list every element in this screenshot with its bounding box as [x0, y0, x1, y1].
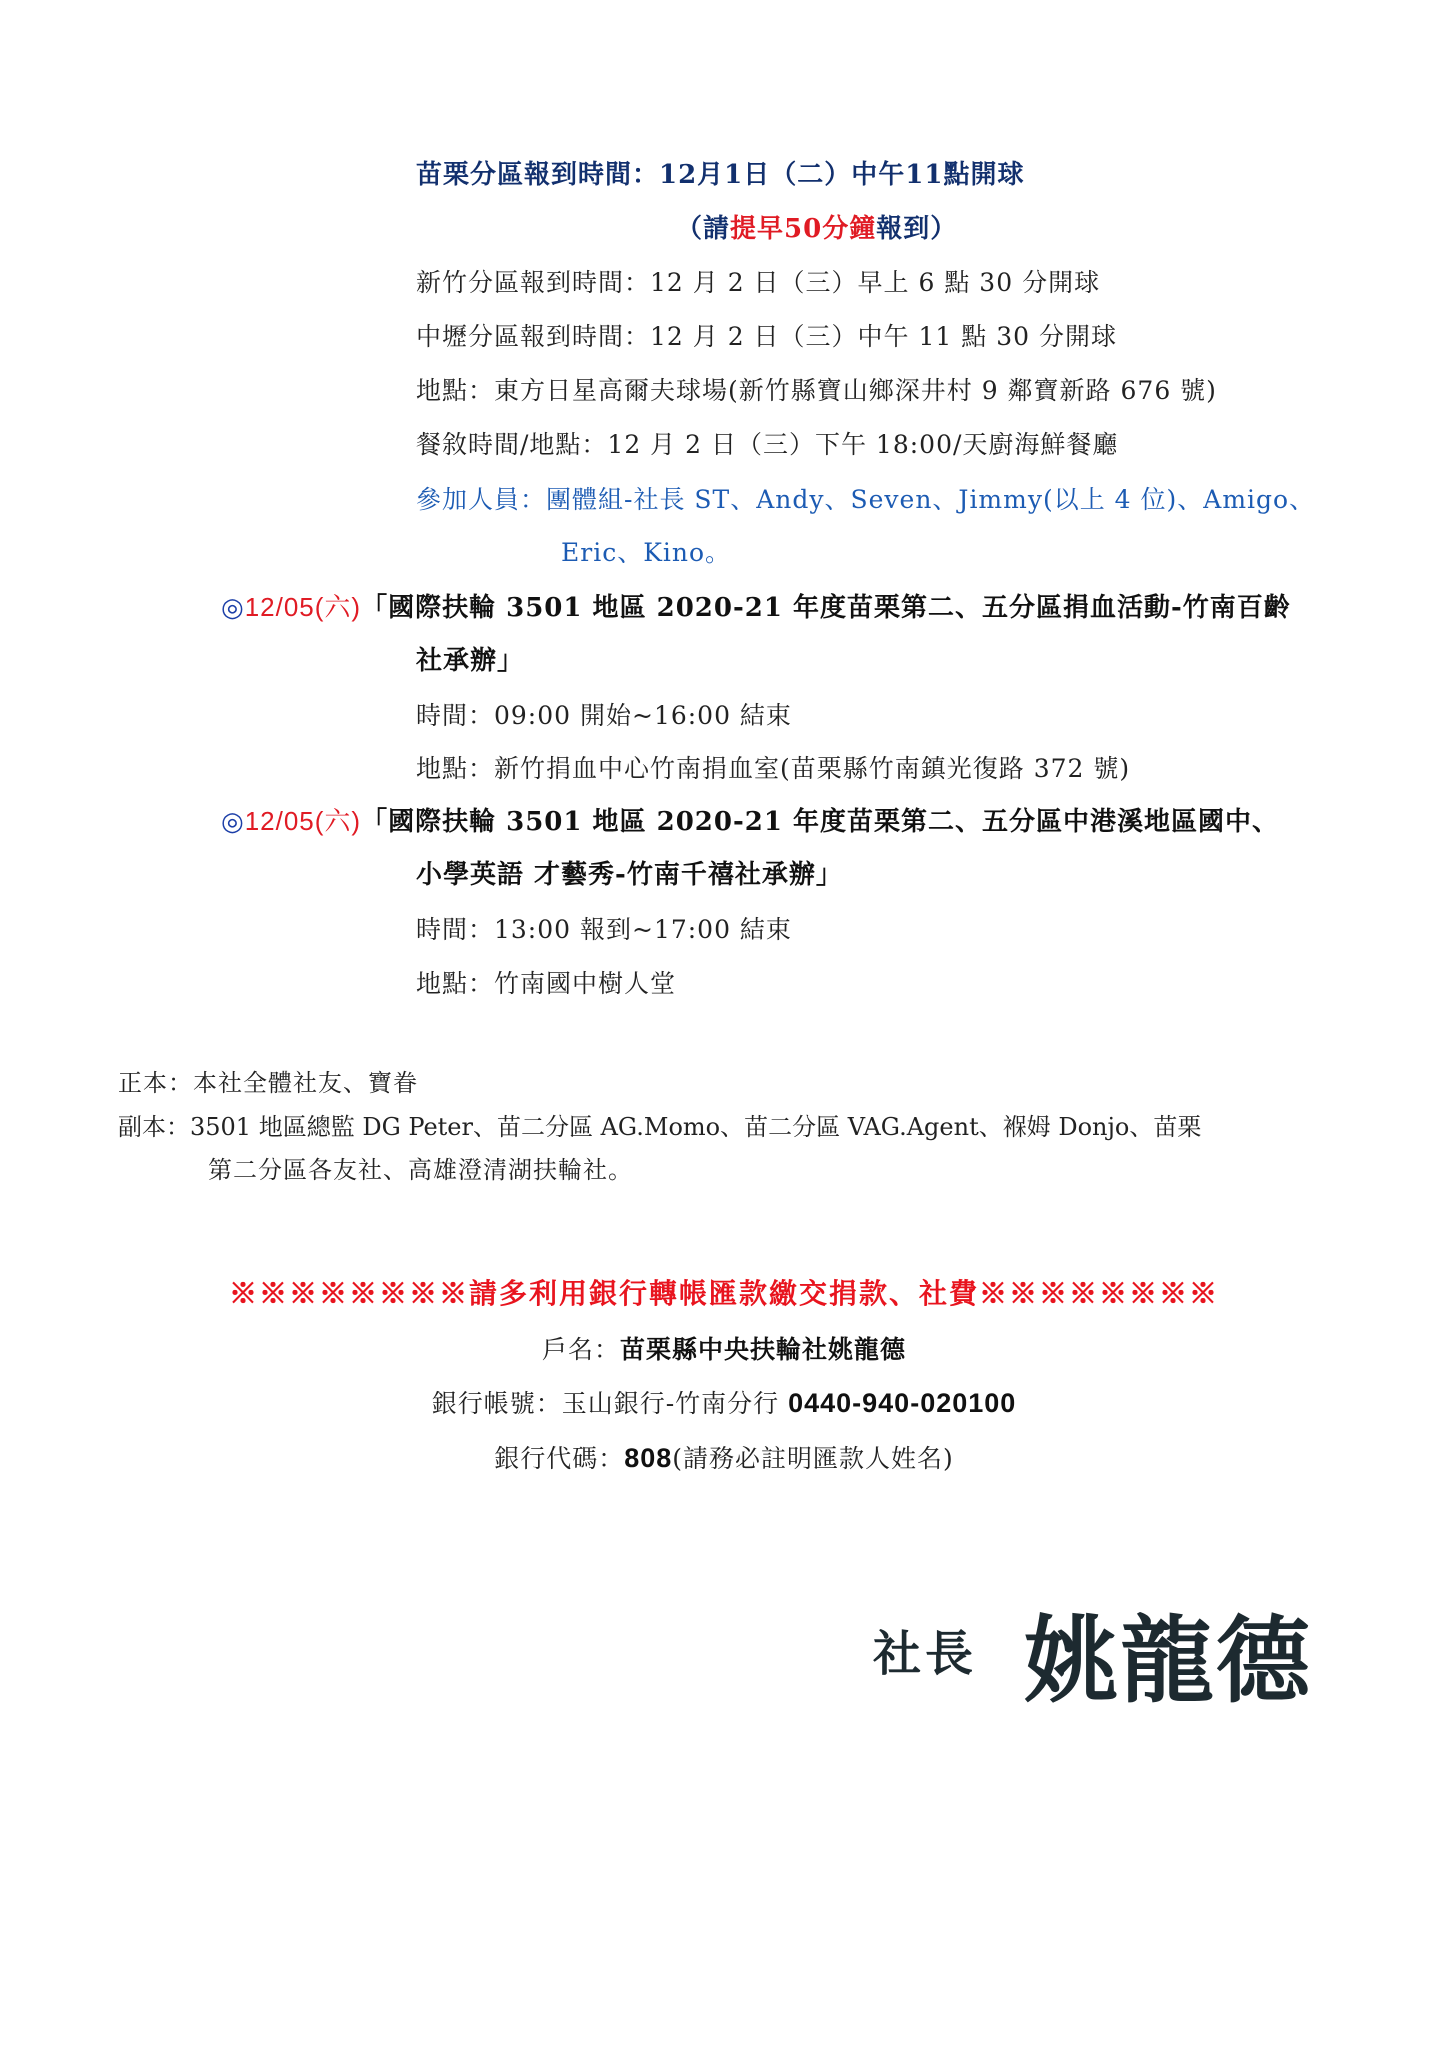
account-name: 苗栗縣中央扶輪社姚龍德: [620, 1335, 907, 1364]
bank-code-line: [0, 1442, 1448, 1475]
participants-line1: 參加人員：團體組-社長 ST、Andy、Seven、Jimmy(以上 4 位)、Amigo、: [416, 485, 1316, 514]
account-number-label: 銀行帳號：玉山銀行-竹南分行: [431, 1389, 789, 1418]
copy-recipients-line2: 第二分區各友社、高雄澄清湖扶輪社。: [208, 1156, 633, 1184]
account-name-line: [0, 1334, 1448, 1366]
account-number: 0440-940-020100: [788, 1388, 1017, 1418]
event-place: 地點：新竹捐血中心竹南捐血室(苗栗縣竹南鎮光復路 372 號): [416, 754, 1131, 783]
event-title-line2: 小學英語 才藝秀-竹南千禧社承辦」: [416, 860, 843, 890]
event-date: 12/05(六): [244, 592, 362, 622]
dinner-info: 餐敘時間/地點：12 月 2 日（三）下午 18:00/天廚海鮮餐廳: [416, 430, 1119, 459]
event-title-line2: 社承辦」: [416, 646, 525, 676]
account-number-line: [0, 1387, 1448, 1420]
event-time: 時間：13:00 報到~17:00 結束: [416, 915, 792, 944]
early-note-open: （請: [676, 214, 731, 244]
bank-code-label: 銀行代碼：: [494, 1444, 625, 1473]
early-arrival-note: [676, 213, 957, 245]
bank-code-note: (請務必註明匯款人姓名): [672, 1444, 954, 1473]
event-title-line1: 「國際扶輪 3501 地區 2020-21 年度苗栗第二、五分區中港溪地區國中、: [361, 807, 1279, 837]
event-heading: [221, 591, 1291, 624]
event-time: 時間：09:00 開始~16:00 結束: [416, 701, 792, 730]
bank-transfer-banner: ※※※※※※※※請多利用銀行轉帳匯款繳交捐款、社費※※※※※※※※: [228, 1277, 1219, 1310]
zhongli-checkin-time: 中壢分區報到時間：12 月 2 日（三）中午 11 點 30 分開球: [416, 322, 1117, 351]
copy-recipients-line1: 副本：3501 地區總監 DG Peter、苗二分區 AG.Momo、苗二分區 VAG.Agent、褓姆 Donjo、苗栗: [118, 1113, 1202, 1141]
miaoli-checkin-time: 苗栗分區報到時間：12月1日（二）中午11點開球: [416, 160, 1025, 190]
event-heading: [221, 805, 1279, 838]
double-circle-icon: ◎: [221, 807, 245, 837]
early-note-close: 報到）: [876, 214, 958, 244]
early-note-highlight: 提早50分鐘: [730, 214, 877, 244]
double-circle-icon: ◎: [221, 593, 245, 623]
event-place: 地點：竹南國中樹人堂: [416, 969, 677, 998]
event-date: 12/05(六): [244, 806, 362, 836]
participants-line2: Eric、Kino。: [561, 538, 732, 567]
golf-venue: 地點：東方日星高爾夫球場(新竹縣寶山鄉深井村 9 鄰寶新路 676 號): [416, 376, 1217, 405]
signature-name: 姚龍德: [1024, 1607, 1313, 1716]
hsinchu-checkin-time: 新竹分區報到時間：12 月 2 日（三）早上 6 點 30 分開球: [416, 268, 1101, 297]
bank-code: 808: [624, 1443, 673, 1473]
original-recipients: 正本：本社全體社友、寶眷: [118, 1069, 418, 1097]
account-name-label: 戶名：: [541, 1335, 620, 1364]
event-title-line1: 「國際扶輪 3501 地區 2020-21 年度苗栗第二、五分區捐血活動-竹南百齡: [361, 593, 1291, 623]
signature-title: 社長: [873, 1626, 978, 1682]
